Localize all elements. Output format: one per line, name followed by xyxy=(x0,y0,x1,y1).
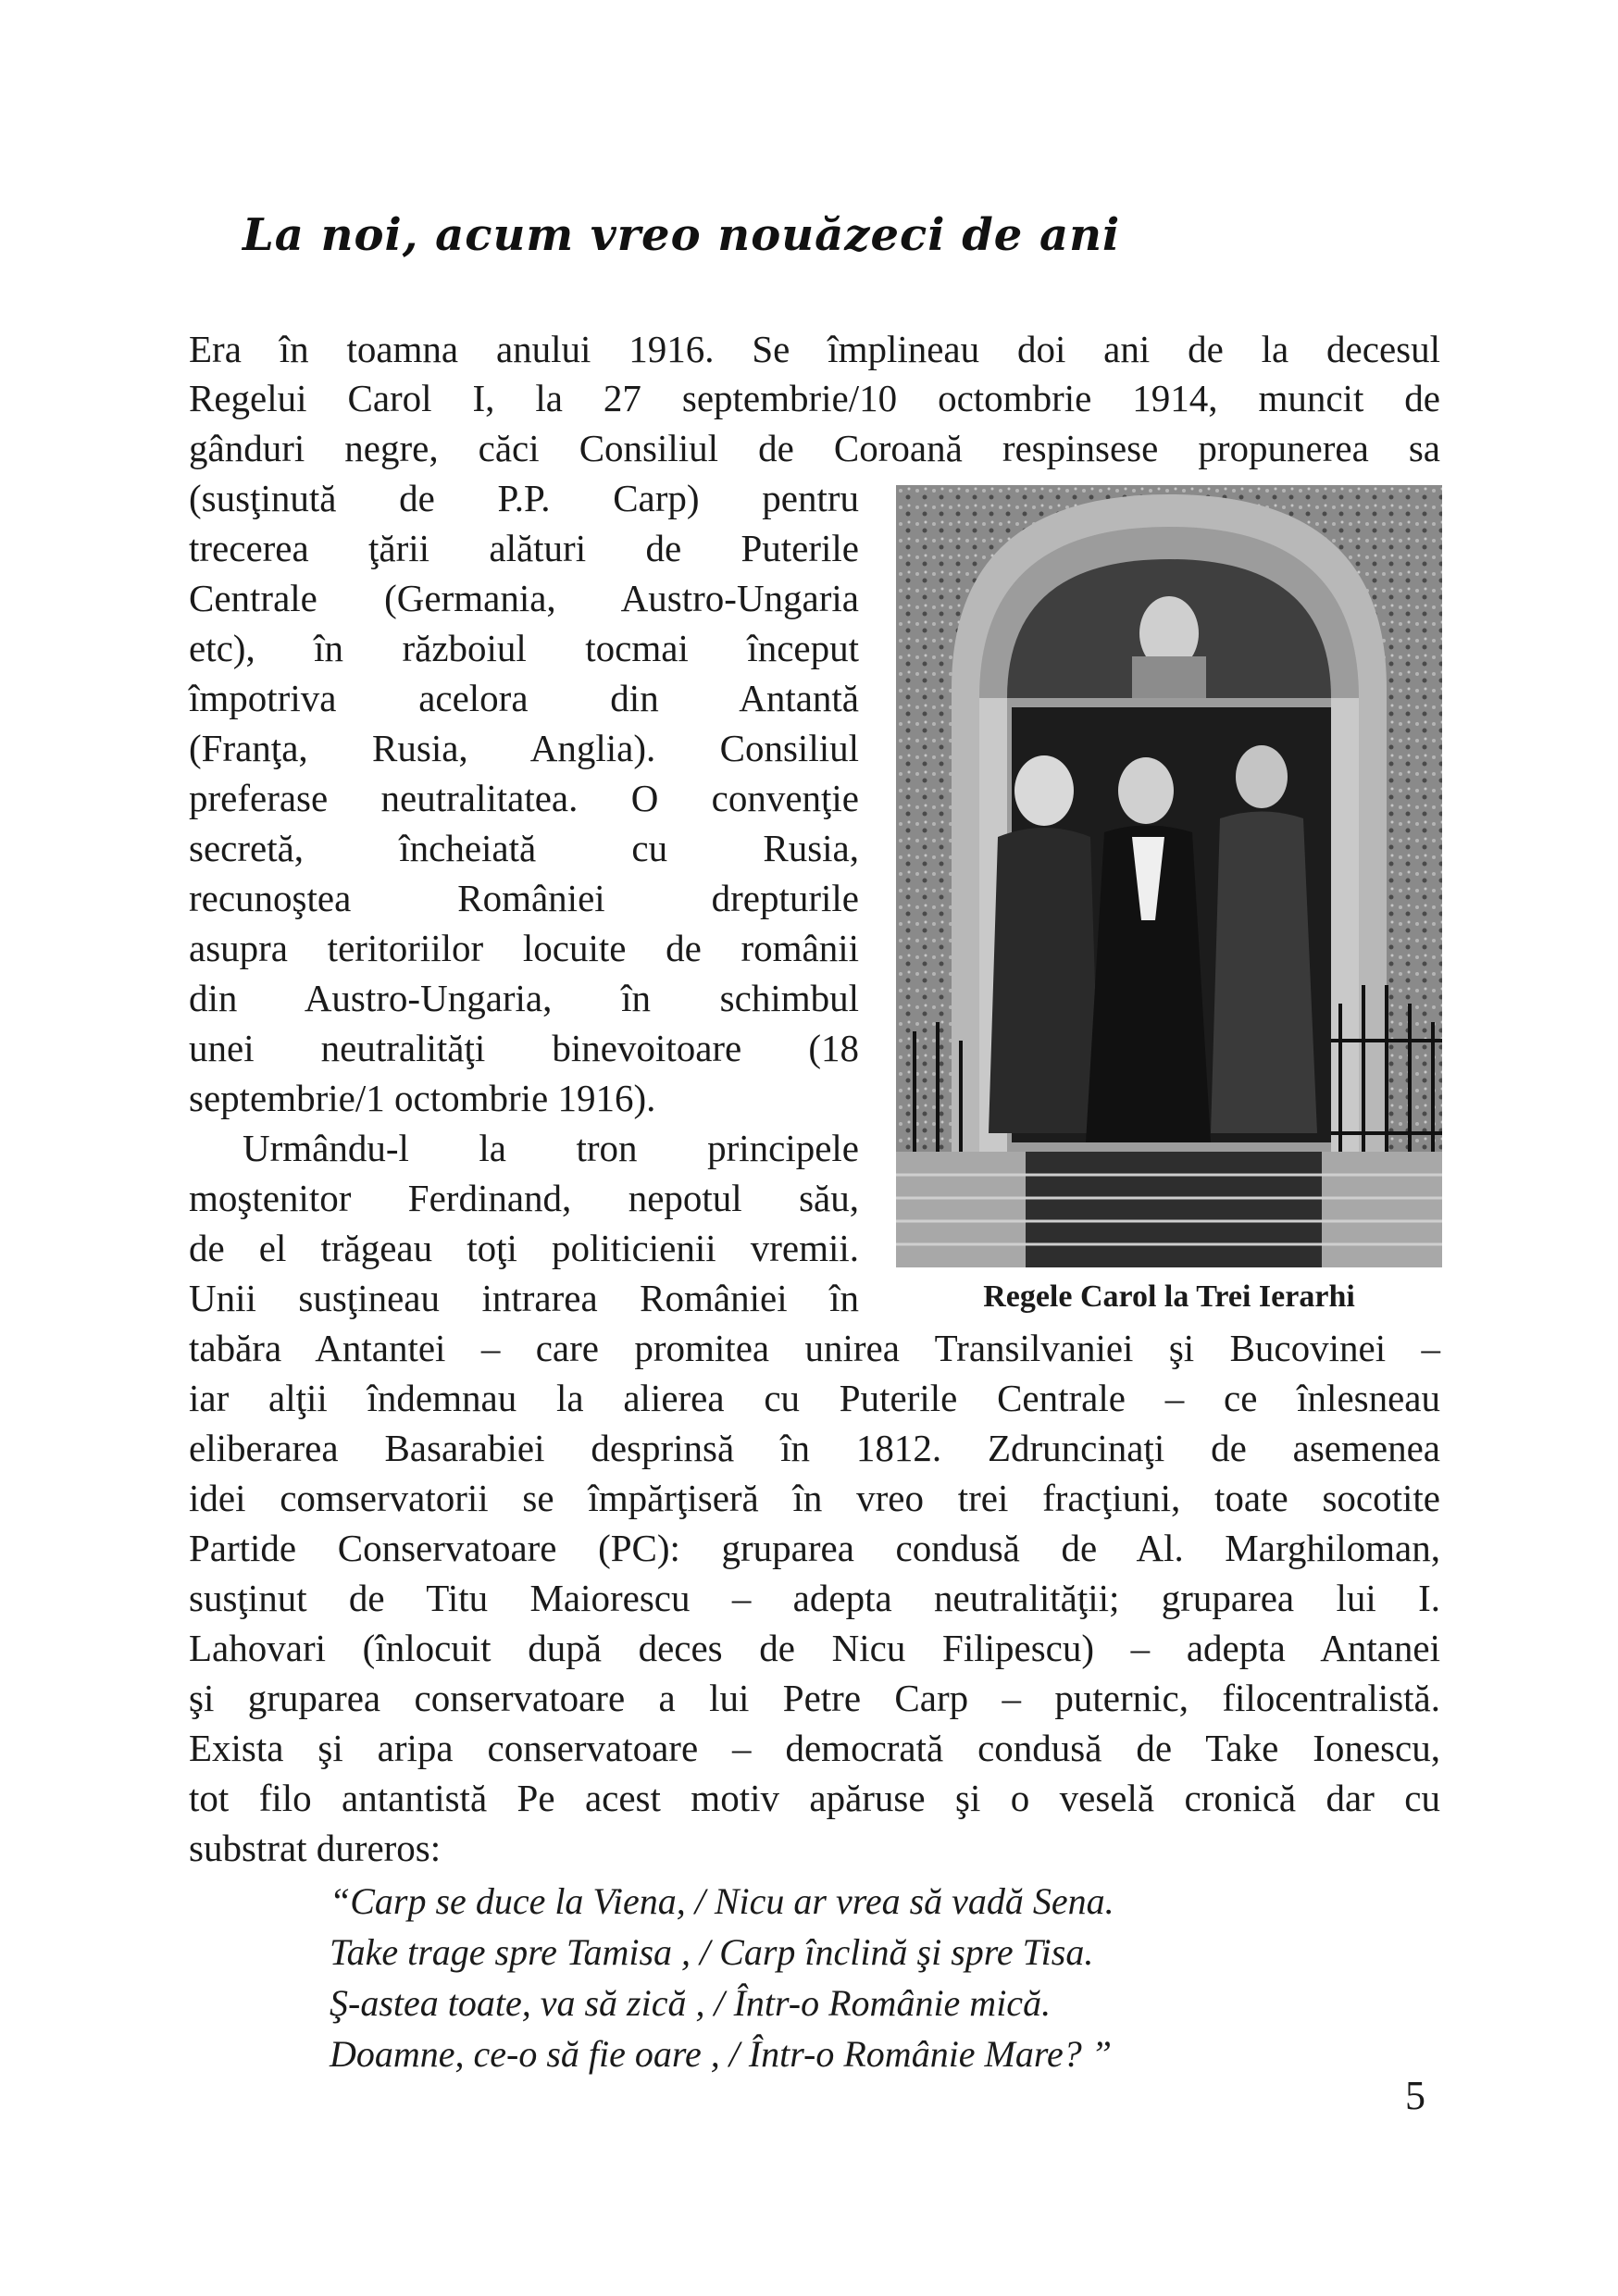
text-line: Centrale (Germania, Austro-Ungaria xyxy=(189,577,859,619)
text-line: gânduri negre, căci Consiliul de Coroană respinsese propunerea sa xyxy=(189,427,1440,469)
verse-line: Ş-astea toate, va să zică , / Într-o Românie mică. xyxy=(330,1982,1052,2024)
text-line: septembrie/1 octombrie 1916). xyxy=(189,1077,656,1119)
text-line: recunoştea României drepturile xyxy=(189,877,859,919)
text-line: asupra teritoriilor locuite de românii xyxy=(189,927,859,969)
text-line: iar alţii îndemnau la alierea cu Puterile Centrale – ce înlesneau xyxy=(189,1377,1440,1419)
text-line: secretă, încheiată cu Rusia, xyxy=(189,827,859,869)
text-line: împotriva acelora din Antantă xyxy=(189,677,859,719)
text-line: Partide Conservatoare (PC): gruparea condusă de Al. Marghiloman, xyxy=(189,1527,1440,1569)
text-line: Urmându-l la tron principele xyxy=(243,1127,859,1169)
historical-photo xyxy=(896,485,1442,1267)
text-line: preferase neutralitatea. O convenţie xyxy=(189,777,859,819)
text-line: Era în toamna anului 1916. Se împlineau doi ani de la decesul xyxy=(189,328,1440,370)
text-line: de el trăgeau toţi politicienii vremii. xyxy=(189,1227,859,1269)
text-line: unei neutralităţi binevoitoare (18 xyxy=(189,1027,859,1069)
text-line: Unii susţineau intrarea României în xyxy=(189,1277,859,1319)
text-line: substrat dureros: xyxy=(189,1827,442,1869)
text-line: tabăra Antantei – care promitea unirea Transilvaniei şi Bucovinei – xyxy=(189,1327,1440,1369)
text-line: Lahovari (înlocuit după deces de Nicu Filipescu) – adepta Antanei xyxy=(189,1627,1440,1669)
text-line: din Austro-Ungaria, în schimbul xyxy=(189,977,859,1019)
text-line: trecerea ţării alături de Puterile xyxy=(189,527,859,569)
verse-line: Take trage spre Tamisa , / Carp înclină şi spre Tisa. xyxy=(330,1931,1094,1973)
text-line: susţinut de Titu Maiorescu – adepta neutralităţii; gruparea lui I. xyxy=(189,1577,1440,1619)
text-line: idei comservatorii se împărţiseră în vreo trei fracţiuni, toate socotite xyxy=(189,1477,1440,1519)
photo-caption: Regele Carol la Trei Ierarhi xyxy=(983,1279,1355,1314)
text-line: Exista şi aripa conservatoare – democrată condusă de Take Ionescu, xyxy=(189,1727,1440,1769)
text-line: tot filo antantistă Pe acest motiv apăruse şi o veselă cronică dar cu xyxy=(189,1777,1440,1819)
text-line: eliberarea Basarabiei desprinsă în 1812. Zdruncinaţi de asemenea xyxy=(189,1427,1440,1469)
text-line: etc), în războiul tocmai început xyxy=(189,627,859,669)
text-line: şi gruparea conservatoare a lui Petre Carp – puternic, filocentralistă. xyxy=(189,1677,1440,1719)
chapter-title: La noi, acum vreo nouăzeci de ani xyxy=(243,209,1121,261)
text-line: Regelui Carol I, la 27 septembrie/10 octombrie 1914, muncit de xyxy=(189,377,1440,419)
verse-line: “Carp se duce la Viena, / Nicu ar vrea să vadă Sena. xyxy=(330,1880,1114,1922)
text-line: (susţinută de P.P. Carp) pentru xyxy=(189,477,859,519)
verse-line: Doamne, ce-o să fie oare , / Într-o Românie Mare? ” xyxy=(330,2033,1112,2075)
text-line: moştenitor Ferdinand, nepotul său, xyxy=(189,1177,859,1219)
text-line: (Franţa, Rusia, Anglia). Consiliul xyxy=(189,727,859,769)
photo-illustration xyxy=(896,485,1442,1267)
page-number: 5 xyxy=(1405,2073,1425,2118)
